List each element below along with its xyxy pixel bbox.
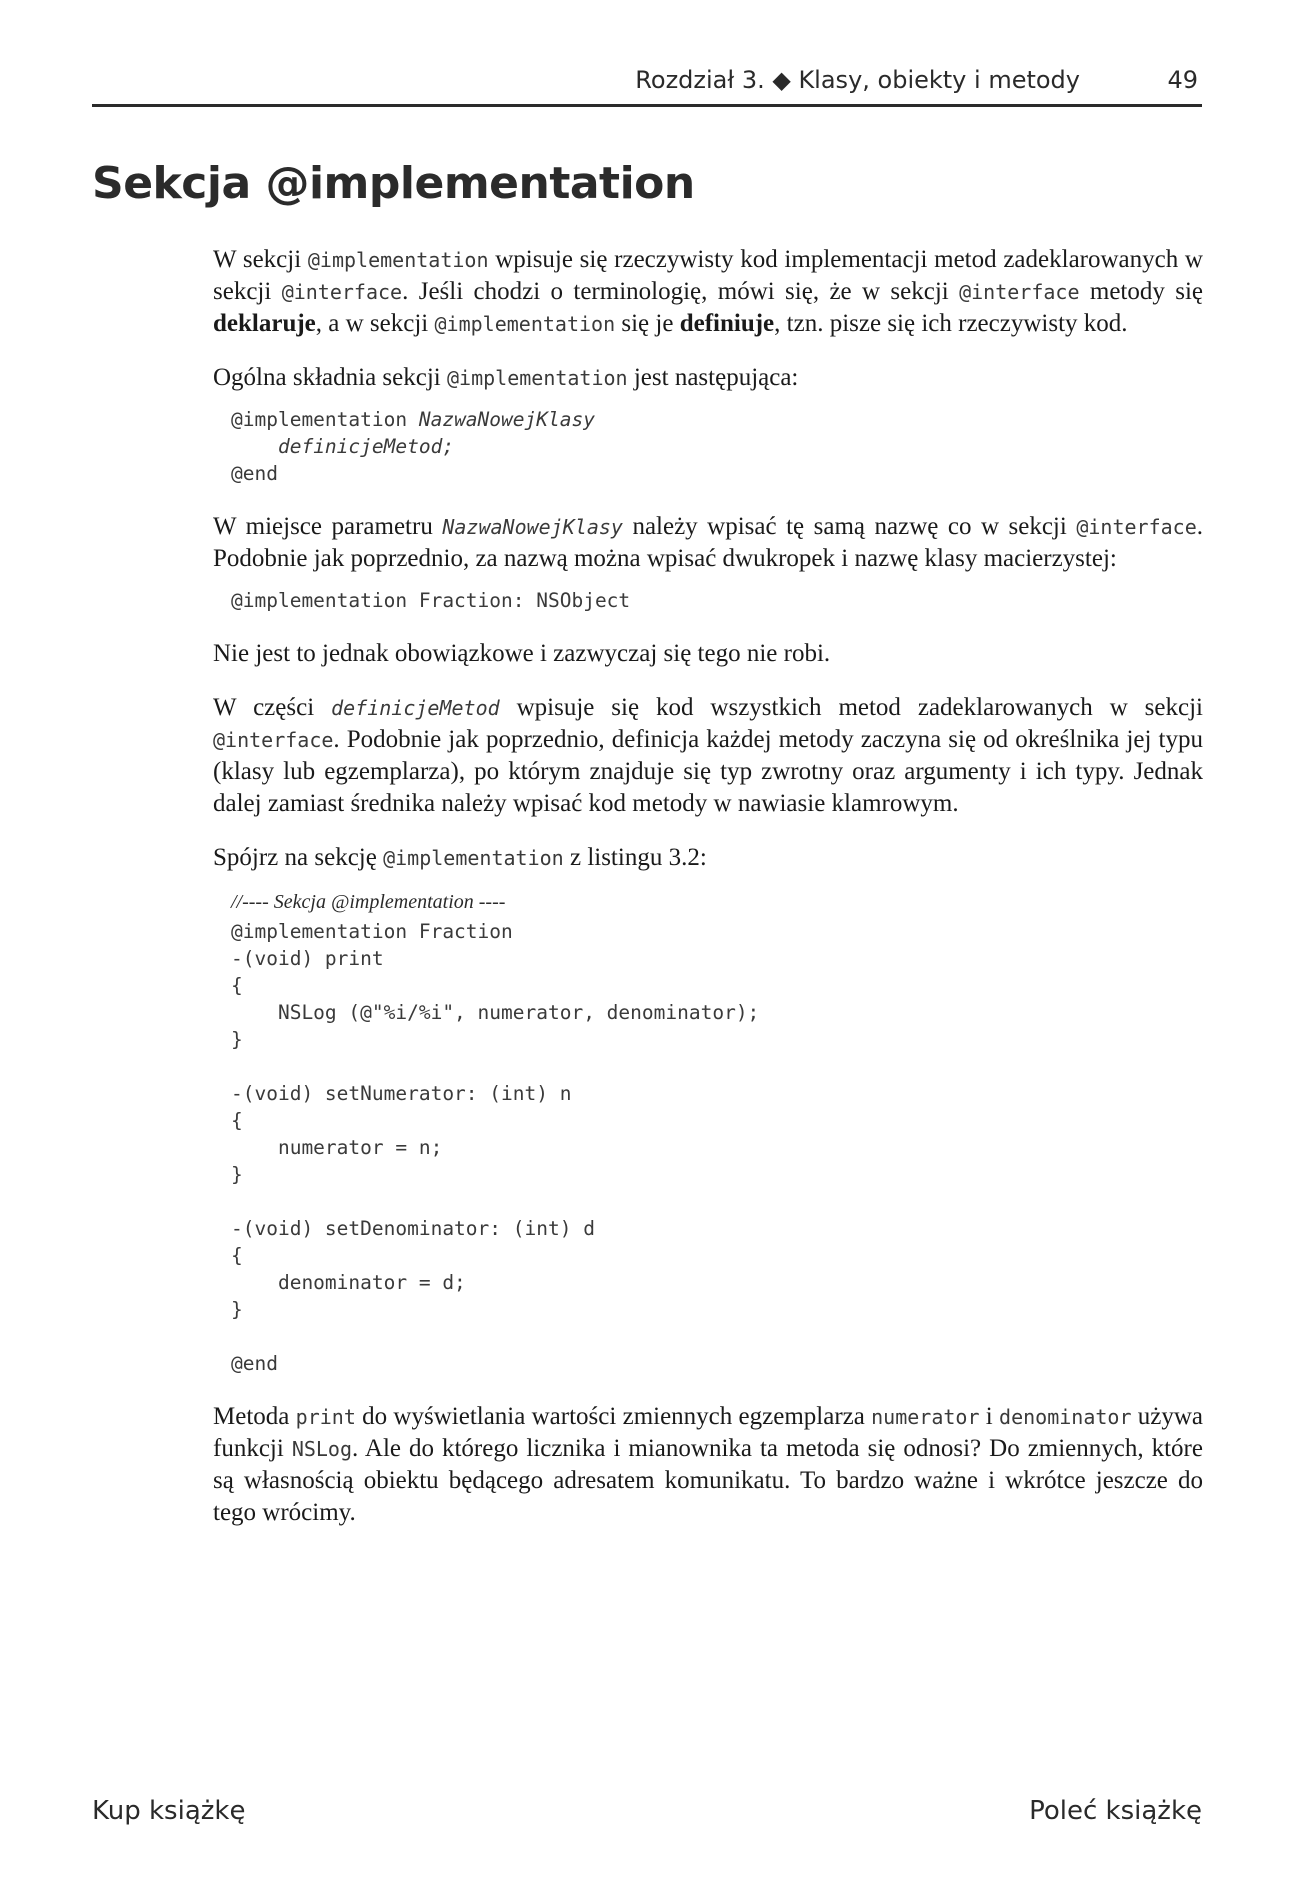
chapter-title: Rozdział 3. ◆ Klasy, obiekty i metody: [635, 66, 1080, 94]
recommend-book-link[interactable]: Poleć książkę: [1029, 1796, 1202, 1826]
bold-term: deklaruje: [213, 310, 316, 337]
syntax-code-block: @implementation NazwaNowejKlasy definicjeMetod; @end: [231, 408, 595, 485]
inline-code: definicjeMetod: [331, 696, 500, 720]
inline-code: denominator: [999, 1405, 1132, 1429]
inline-code: @interface: [1076, 515, 1197, 539]
listing-comment: //---- Sekcja @implementation ----: [231, 891, 506, 913]
buy-book-link[interactable]: Kup książkę: [92, 1796, 246, 1826]
inline-code: @implementation: [383, 846, 564, 870]
inline-code: @interface: [281, 280, 403, 304]
paragraph-intro: W sekcji @implementation wpisuje się rzeczywisty kod implementacji metod zadeklarowanych w sekcji @interface. Jeśli chodzi o terminologię, mówi się, że w sekcji @interface metody się deklaruje, a w sekcji @implementation się je definiuje, tzn. pisze się ich rzeczywisty kod.: [213, 246, 1203, 337]
listing-code-block: [231, 886, 1203, 1377]
inline-code: @implementation: [434, 312, 616, 336]
inline-code: @implementation: [446, 366, 628, 390]
inline-code: @interface: [213, 728, 334, 752]
paragraph-syntax-intro: Ogólna składnia sekcji @implementation jest następująca:: [213, 364, 799, 391]
listing-code: @implementation Fraction -(void) print { NSLog (@"%i/%i", numerator, denominator); } -(void) setNumerator: (int) n { numerator = n; } -(void) setDenominator: (int) d { denominator = d; } @end: [231, 920, 760, 1375]
page-number: 49: [1167, 66, 1198, 94]
bold-term: definiuje: [679, 310, 775, 337]
inline-code: @implementation: [307, 248, 489, 272]
paragraph-parameter: W miejsce parametru NazwaNowejKlasy należy wpisać tę samą nazwę co w sekcji @interface. Podobnie jak poprzednio, za nazwą można wpisać dwukropek i nazwę klasy macierzystej:: [213, 513, 1203, 572]
inline-code: NSLog: [291, 1437, 353, 1461]
inline-code: print: [295, 1405, 356, 1429]
inline-code: numerator: [871, 1405, 980, 1429]
main-content: [213, 244, 1203, 1551]
paragraph-print-method: Metoda print do wyświetlania wartości zmiennych egzemplarza numerator i denominator używa funkcji NSLog. Ale do którego licznika i mianownika ta metoda się odnosi? Do zmiennych, które są własnością obiektu będącego adresatem komunikatu. To bardzo ważne i wkrótce jeszcze do tego wrócimy.: [213, 1403, 1204, 1526]
running-header: [92, 64, 1202, 107]
paragraph-optional: Nie jest to jednak obowiązkowe i zazwyczaj się tego nie robi.: [213, 640, 831, 667]
inline-code: @interface: [959, 280, 1080, 304]
example-code-block: @implementation Fraction: NSObject: [231, 589, 631, 612]
paragraph-method-definitions: W części definicjeMetod wpisuje się kod wszystkich metod zadeklarowanych w sekcji @interface. Podobnie jak poprzednio, definicja każdej metody zaczyna się od określnika jej typu (klasy lub egzemplarza), po którym znajduje się typ zwrotny oraz argumenty i ich typy. Jednak dalej zamiast średnika należy wpisać kod metody w nawiasie klamrowym.: [213, 694, 1203, 817]
paragraph-listing-intro: Spójrz na sekcję @implementation z listingu 3.2:: [213, 844, 707, 871]
inline-code: NazwaNowejKlasy: [442, 515, 623, 539]
section-title: Sekcja @implementation: [92, 158, 695, 209]
